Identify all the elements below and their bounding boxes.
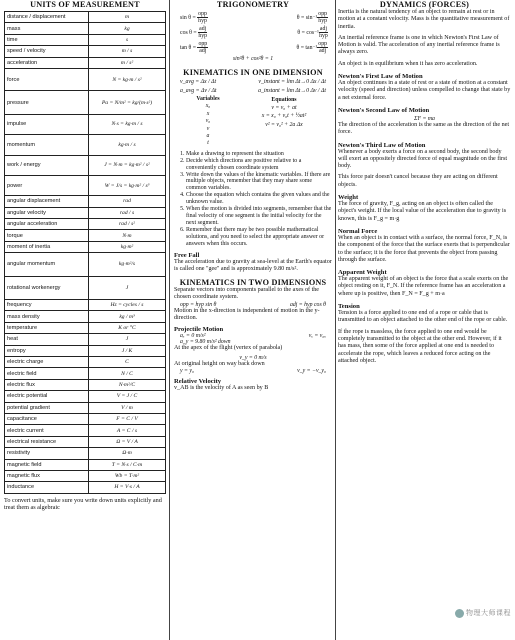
n1-text: An object continues in a state of rest or a state of motion at a constant velocity (speed and direction) unless compelled to change that state by a net external force. — [338, 80, 511, 101]
projectile-line4: v_y = 0 m/s — [239, 354, 267, 361]
projectile-line5: At original height on way back down — [174, 360, 265, 367]
units-row — [5, 402, 166, 413]
kin1-title: KINEMATICS IN ONE DIMENSION — [183, 68, 323, 77]
units-row — [5, 12, 166, 23]
projectile-line3: At the apex of the flight (vertex of parabola) — [174, 345, 283, 352]
units-unit: m — [89, 12, 166, 23]
units-quantity: angular acceleration — [5, 219, 89, 230]
projectile-title: Projectile Motion — [174, 326, 224, 334]
units-unit: W = J/s = kg·m² / s³ — [89, 175, 166, 195]
units-quantity: impulse — [5, 114, 89, 134]
units-quantity: momentum — [5, 135, 89, 155]
trig-cos-row: cos θ = $\frac{\text{adj}}{\text{hyp}}$ θ = cos⁻¹ $\frac{\text{adj}}{\text{hyp}}$ — [180, 26, 328, 39]
units-row — [5, 23, 166, 34]
units-unit: kg — [89, 23, 166, 34]
n3-note: This force pair doesn't cancel because they are acting on different objects. — [338, 174, 498, 188]
freefall-title: Free Fall — [174, 251, 200, 259]
units-quantity: moment of inertia — [5, 241, 89, 252]
projectile-line1: aₓ = 0 m/s² vₓ = v₀ₓ — [180, 333, 326, 340]
kin1-equation: v² = v₀² + 2a Δx — [265, 121, 303, 128]
units-unit: J / K — [89, 345, 166, 356]
units-quantity: resistivity — [5, 448, 89, 459]
kin1-variable: v — [206, 125, 210, 132]
units-quantity: pressure — [5, 91, 89, 114]
units-quantity: angular displacement — [5, 196, 89, 207]
units-row — [5, 219, 166, 230]
units-unit: V / m — [89, 402, 166, 413]
weight-title: Weight — [338, 194, 359, 202]
units-unit: J — [89, 276, 166, 299]
trig-tan-row: tan θ = $\frac{\text{opp}}{\text{adj}}$ θ = tan⁻¹ $\frac{\text{opp}}{\text{adj}}$ — [180, 41, 327, 54]
units-row — [5, 207, 166, 218]
column-divider — [335, 0, 336, 640]
units-row — [5, 322, 166, 333]
units-unit: m / s — [89, 46, 166, 57]
units-quantity: entropy — [5, 345, 89, 356]
kin1-step: 2. Decide which directions are positive relative to a conveniently chosen coordinate system — [186, 158, 332, 172]
units-unit: kg·m²/s — [89, 253, 166, 276]
units-unit: N·m²/C — [89, 379, 166, 390]
units-row — [5, 391, 166, 402]
normal-force-text: When an object is in contact with a surface, the normal force, F_N, is the component of the force that the surface exerts that is perpendicular to the surface; it is the force that prevents the object from passing through the surface. — [338, 234, 510, 263]
n2-equation: ΣF = ma — [414, 115, 435, 122]
kin1-steps — [174, 151, 332, 248]
units-quantity: mass — [5, 23, 89, 34]
units-unit: Pa = N/m² = kg/(m·s²) — [89, 91, 166, 114]
units-row — [5, 241, 166, 252]
units-unit: C — [89, 356, 166, 367]
dynamics-column — [338, 0, 511, 640]
apparent-weight-title: Apparent Weight — [338, 269, 387, 277]
units-unit: Ω·m — [89, 448, 166, 459]
units-row — [5, 135, 166, 155]
units-quantity: electric potential — [5, 391, 89, 402]
units-row — [5, 175, 166, 195]
units-quantity: electric field — [5, 368, 89, 379]
units-quantity: time — [5, 34, 89, 45]
kin1-equation: x = x₀ + v₀t + ½at² — [261, 113, 307, 120]
relvel-title: Relative Velocity — [174, 377, 222, 385]
units-row — [5, 253, 166, 276]
units-quantity: mass density — [5, 311, 89, 322]
tension-text: Tension is a force applied to one end of a rope or cable that is transmitted to an object attached to the other end of the rope or cable. — [338, 310, 508, 324]
units-row — [5, 300, 166, 311]
units-row — [5, 436, 166, 447]
kin1-step: 3. Write down the values of the kinematic variables. If there are multiple objects, remember that they may share some common variables. — [186, 172, 332, 193]
units-quantity: magnetic flux — [5, 470, 89, 481]
units-unit: kg·m² — [89, 241, 166, 252]
units-unit: rad / s — [89, 207, 166, 218]
units-quantity: acceleration — [5, 57, 89, 68]
units-quantity: potential gradient — [5, 402, 89, 413]
units-row — [5, 459, 166, 470]
units-quantity: speed / velocity — [5, 46, 89, 57]
units-row — [5, 311, 166, 322]
units-quantity: electric charge — [5, 356, 89, 367]
units-unit: K or °C — [89, 322, 166, 333]
units-unit: rad / s² — [89, 219, 166, 230]
dyn-title: DYNAMICS (FORCES) — [379, 0, 470, 9]
kin1-variable: a — [206, 133, 210, 140]
units-quantity: power — [5, 175, 89, 195]
units-row — [5, 345, 166, 356]
units-unit: N·m — [89, 230, 166, 241]
kin2-text2: Motion in the x-direction is independent of motion in the y-direction. — [174, 307, 320, 322]
kin1-step: 6. Remember that there may be two possible mathematical solutions, and you need to select the appropriate answer or answers when this occurs. — [186, 227, 332, 248]
n3-text: Whenever a body exerts a force on a second body, the second body will exert an oppositely directed force of equal magnitude on the first body. — [338, 148, 508, 170]
units-unit: A = C / s — [89, 425, 166, 436]
units-quantity: heat — [5, 334, 89, 345]
units-unit: s — [89, 34, 166, 45]
units-unit: N / C — [89, 368, 166, 379]
projectile-line2: a_y = 9.80 m/s² down — [180, 339, 231, 346]
watermark-label: 物理大师课程 — [466, 609, 511, 617]
kin1-step: 4. Choose the equation which contains the given values and the unknown value. — [186, 192, 332, 206]
kinematics-column — [172, 0, 332, 640]
units-row — [5, 46, 166, 57]
units-row — [5, 91, 166, 114]
units-quantity: work / energy — [5, 155, 89, 175]
trig-sin-row: sin θ = $\frac{\text{opp}}{\text{hyp}}$ θ = sin⁻¹ $\frac{\text{opp}}{\text{hyp}}$ — [180, 11, 327, 24]
units-quantity: frequency — [5, 300, 89, 311]
units-unit: Ω = V / A — [89, 436, 166, 447]
kin1-accel-defs: a_avg = Δv / Δt a_instant = lim Δt→0 Δv / Δt — [180, 88, 326, 94]
units-unit: m / s² — [89, 57, 166, 68]
units-unit: N·s = kg·m / s — [89, 114, 166, 134]
projectile-line6: y = y₀ v_y = −v_y₀ — [180, 367, 326, 374]
units-row — [5, 196, 166, 207]
units-row — [5, 334, 166, 345]
units-row — [5, 448, 166, 459]
relvel-text: v_AB is the velocity of A as seen by B — [174, 384, 269, 391]
units-unit: Hz = cycles / s — [89, 300, 166, 311]
units-row — [5, 356, 166, 367]
tension-title: Tension — [338, 303, 360, 311]
units-quantity: capacitance — [5, 413, 89, 424]
kin1-step: 1. Make a drawing to represent the situation — [186, 151, 332, 158]
n3-title: Newton's Third Law of Motion — [338, 141, 426, 149]
units-row — [5, 155, 166, 175]
kin1-variable: v₀ — [205, 118, 211, 125]
units-quantity: distance / displacement — [5, 12, 89, 23]
units-quantity: electric flux — [5, 379, 89, 390]
kin1-step: 5. When the motion is divided into segments, remember that the final velocity of one segment is the initial velocity for the next segment. — [186, 206, 332, 227]
units-quantity: inductance — [5, 482, 89, 493]
trig-identity: sin²θ + cos²θ = 1 — [232, 56, 274, 62]
wechat-icon — [455, 609, 464, 618]
dyn-inertia: Inertia is the natural tendency of an object to remain at rest or in motion at a constant velocity. Mass is the quantitative measurement of inertia. — [338, 9, 510, 30]
kin1-variable: t — [207, 140, 209, 147]
units-footnote: To convert units, make sure you write down units explicitly and treat them as algebraic — [4, 496, 162, 511]
units-title: UNITS OF MEASUREMENT — [30, 0, 140, 9]
units-row — [5, 230, 166, 241]
units-row — [5, 470, 166, 481]
units-unit: J = N·m = kg·m² / s² — [89, 155, 166, 175]
units-unit: rad — [89, 196, 166, 207]
freefall-text: The acceleration due to gravity at sea-level at the Earth's equator is called one "gee" and is approximately 9.80 m/s². — [174, 258, 332, 272]
units-row — [5, 425, 166, 436]
kin2-title: KINEMATICS IN TWO DIMENSIONS — [179, 278, 327, 288]
units-row — [5, 276, 166, 299]
units-row — [5, 413, 166, 424]
units-unit: J — [89, 334, 166, 345]
units-unit: H = V·s / A — [89, 482, 166, 493]
dyn-inertial-frame: An inertial reference frame is one in which Newton's First Law of Motion is valid. The acceleration of any inertial reference frame is always zero. — [338, 34, 500, 56]
units-row — [5, 368, 166, 379]
apparent-weight-text: The apparent weight of an object is the force that a scale exerts on the object resting on it, F_N. If the reference frame has an acceleration a where up is positive, then F_N = F_g + m·a — [338, 276, 509, 297]
n2-title: Newton's Second Law of Motion — [338, 106, 430, 114]
units-row — [5, 68, 166, 90]
kin1-variable: x₀ — [205, 103, 211, 110]
kin2-components: opp = hyp sin θ adj = hyp cos θ — [180, 301, 326, 308]
units-unit: kg / m³ — [89, 311, 166, 322]
trig-title: TRIGONOMETRY — [216, 0, 290, 9]
units-unit: F = C / V — [89, 413, 166, 424]
kin1-equation: v = v₀ + at — [271, 105, 297, 112]
units-column — [4, 0, 166, 640]
units-row — [5, 482, 166, 493]
units-quantity: angular velocity — [5, 207, 89, 218]
units-quantity: electrical resistance — [5, 436, 89, 447]
units-unit: N = kg·m / s² — [89, 68, 166, 90]
column-divider — [169, 0, 170, 640]
units-quantity: electric current — [5, 425, 89, 436]
units-quantity: magnetic field — [5, 459, 89, 470]
kin1-variables-equations: Variables x₀ x v₀ v a t Equations v = v₀ + at x = x₀ + v₀t + ½at² v² = v₀² + 2a Δx — [180, 96, 332, 148]
units-unit: V = J / C — [89, 391, 166, 402]
kin2-text1: Separate vectors into components parallel to the axes of the chosen coordinate system. — [174, 287, 320, 301]
units-quantity: temperature — [5, 322, 89, 333]
units-row — [5, 57, 166, 68]
units-quantity: rotational workenergy — [5, 276, 89, 299]
weight-text: The force of gravity, F_g, acting on an object is often called the object's weight. If the local value of the acceleration due to gravity is known, this is F_g = m·g — [338, 201, 507, 222]
units-unit: Wb = T·m² — [89, 470, 166, 481]
dyn-equilibrium: An object is in equilibrium when it has zero acceleration. — [338, 60, 478, 67]
kin1-velocity-defs: v_avg = Δx / Δt v_instant = lim Δt→0 Δx / Δt — [180, 79, 326, 85]
n2-text: The direction of the acceleration is the same as the direction of the net force. — [338, 121, 510, 136]
tension-text-2: If the rope is massless, the force applied to one end would be completely transmitted to the object at the other end. However, if it has mass, then some of the force applied at one end is needed to accelerate the rope, which leaves a reduced force acting on the attached object. — [338, 328, 502, 364]
normal-force-title: Normal Force — [338, 227, 378, 235]
units-unit: T = N·s / C·m — [89, 459, 166, 470]
watermark — [455, 608, 511, 618]
units-row — [5, 379, 166, 390]
kin1-variable: x — [206, 110, 210, 117]
units-row — [5, 114, 166, 134]
units-table — [4, 11, 166, 494]
units-quantity: angular momentum — [5, 253, 89, 276]
units-quantity: torque — [5, 230, 89, 241]
units-unit: kg·m / s — [89, 135, 166, 155]
units-quantity: force — [5, 68, 89, 90]
units-row — [5, 34, 166, 45]
n1-title: Newton's First Law of Motion — [338, 73, 423, 81]
